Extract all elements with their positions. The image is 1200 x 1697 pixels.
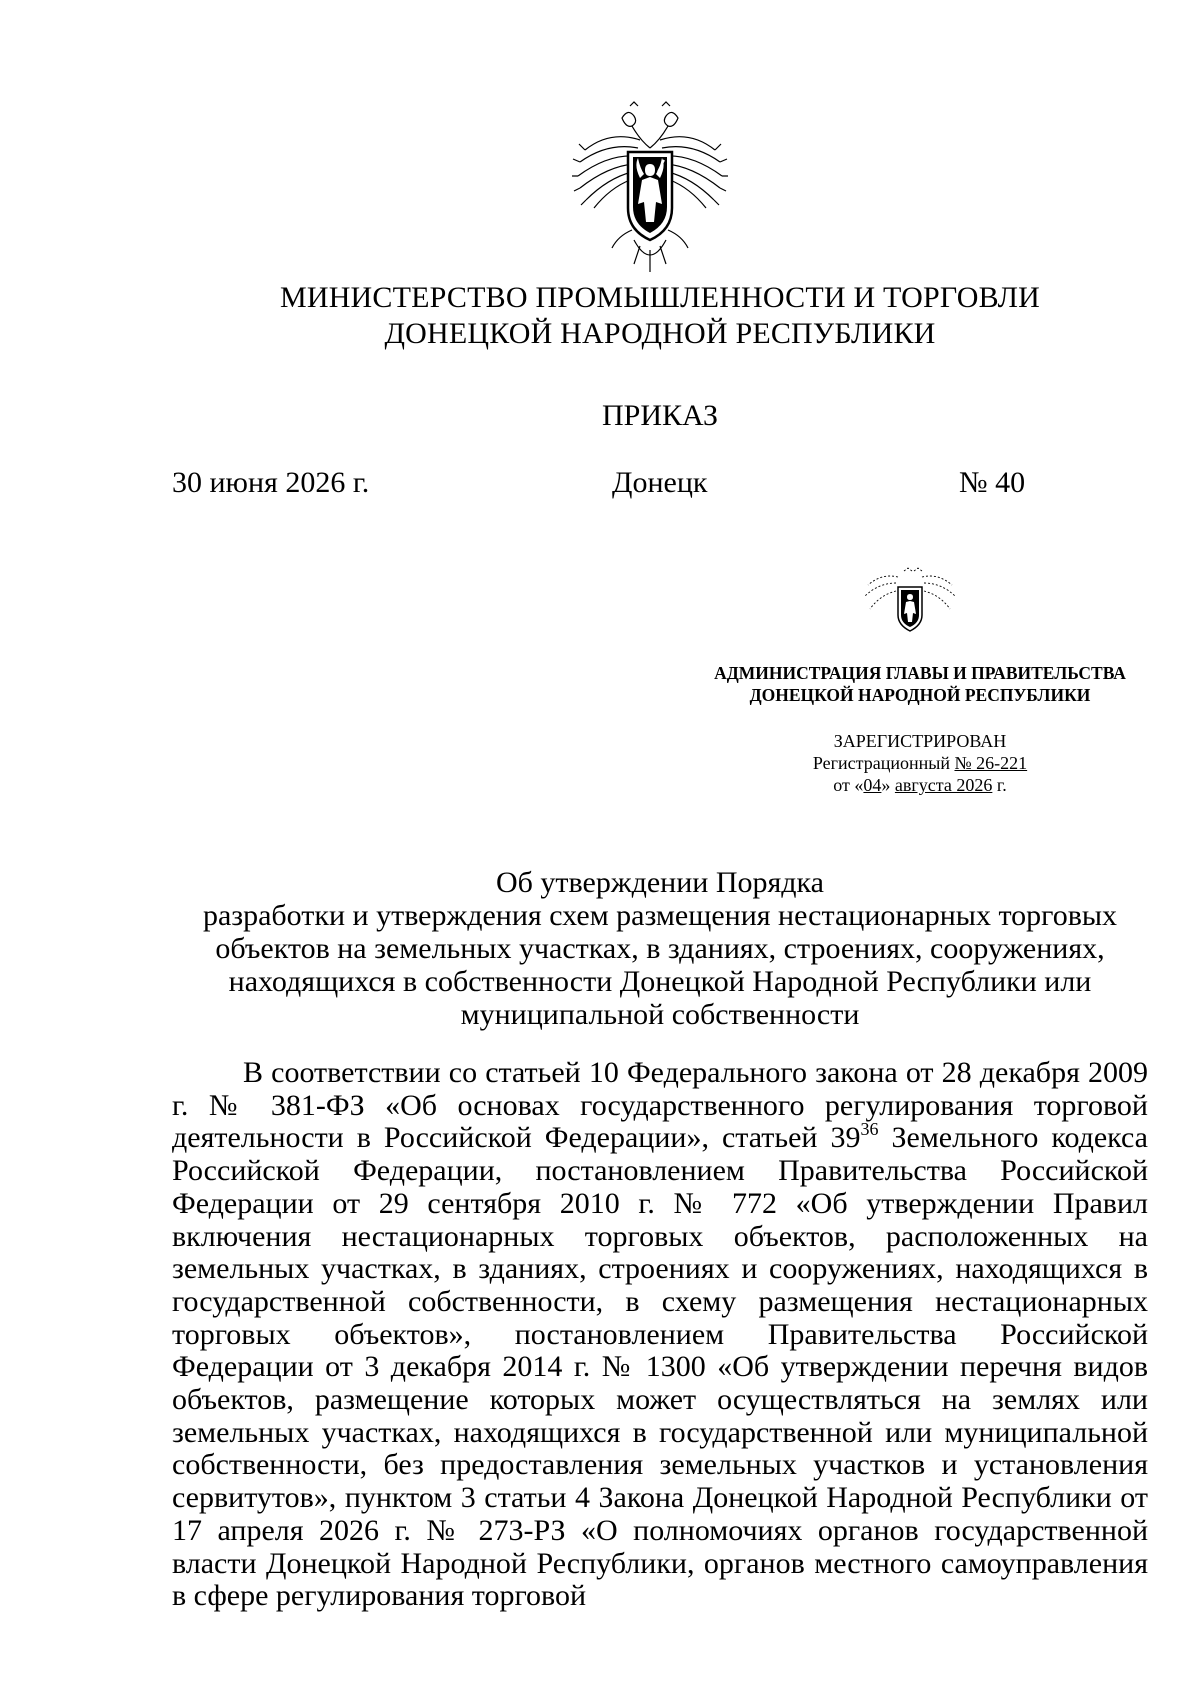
- body-text-part1: В соответствии со статьей 10 Федерального закона от 28 декабря 2009 г. № 381-ФЗ «Об основах государственного регулирования торговой деятельности в Российской Федерации», статьей 39: [172, 1056, 1148, 1155]
- subject-line4: находящихся в собственности Донецкой Народной Республики или: [228, 965, 1092, 998]
- registration-status: ЗАРЕГИСТРИРОВАН: [833, 731, 1007, 751]
- ministry-name-line2: ДОНЕЦКОЙ НАРОДНОЙ РЕСПУБЛИКИ: [384, 317, 936, 350]
- subject-line1: Об утверждении Порядка: [496, 866, 824, 899]
- ministry-name-line1: МИНИСТЕРСТВО ПРОМЫШЛЕННОСТИ И ТОРГОВЛИ: [279, 281, 1041, 314]
- registration-date-mid: »: [881, 775, 895, 795]
- order-subject: [172, 866, 1148, 1031]
- order-body-paragraph: [172, 1057, 1148, 1613]
- registration-date-suffix: г.: [992, 775, 1007, 795]
- registration-authority-line2: ДОНЕЦКОЙ НАРОДНОЙ РЕСПУБЛИКИ: [749, 685, 1091, 705]
- subject-line2: разработки и утверждения схем размещения нестационарных торговых: [202, 899, 1118, 932]
- registration-number: № 26-221: [954, 753, 1028, 773]
- registration-number-line: [700, 752, 1140, 774]
- order-number: № 40: [959, 466, 1026, 499]
- coat-of-arms-emblem: [570, 100, 730, 280]
- registration-date-day: 04: [863, 775, 882, 795]
- registration-authority-line1: АДМИНИСТРАЦИЯ ГЛАВЫ И ПРАВИТЕЛЬСТВА: [714, 663, 1126, 683]
- document-type-title: ПРИКАЗ: [602, 399, 718, 432]
- subject-line5: муниципальной собственности: [460, 998, 860, 1031]
- subject-line3: объектов на земельных участках, в зданиях, строениях, сооружениях,: [215, 932, 1105, 965]
- registration-stamp-emblem: [858, 567, 962, 637]
- order-city: Донецк: [612, 466, 708, 499]
- registration-date-line: [700, 774, 1140, 796]
- ministry-name: [0, 280, 1200, 352]
- registration-authority: [640, 662, 1200, 706]
- article-superscript: 36: [860, 1119, 879, 1140]
- registration-block: [700, 730, 1140, 796]
- body-text-part2: Земельного кодекса Российской Федерации, постановлением Правительства Российской Федерации от 29 сентября 2010 г. № 772 «Об утверждении Правил включения нестационарных торговых объектов, расположенных на земельных участках, в зданиях, строениях и сооружениях, находящихся в государственной собственности, в схему размещения нестационарных торговых объектов», постановлением Правительства Российской Федерации от 3 декабря 2014 г. № 1300 «Об утверждении перечня видов объектов, размещение которых может осуществляться на землях или земельных участках, находящихся в государственной или муниципальной собственности, без предоставления земельных участков и установления сервитутов», пунктом 3 статьи 4 Закона Донецкой Народной Республики от 17 апреля 2026 г. № 273-РЗ «О полномочиях органов государственной власти Донецкой Народной Республики, органов местного самоуправления в сфере регулирования торговой: [172, 1121, 1148, 1613]
- registration-date-prefix: от «: [833, 775, 864, 795]
- registration-date-month-year: августа 2026: [894, 775, 993, 795]
- registration-number-label: Регистрационный: [812, 753, 955, 773]
- order-date: 30 июня 2026 г.: [172, 466, 370, 499]
